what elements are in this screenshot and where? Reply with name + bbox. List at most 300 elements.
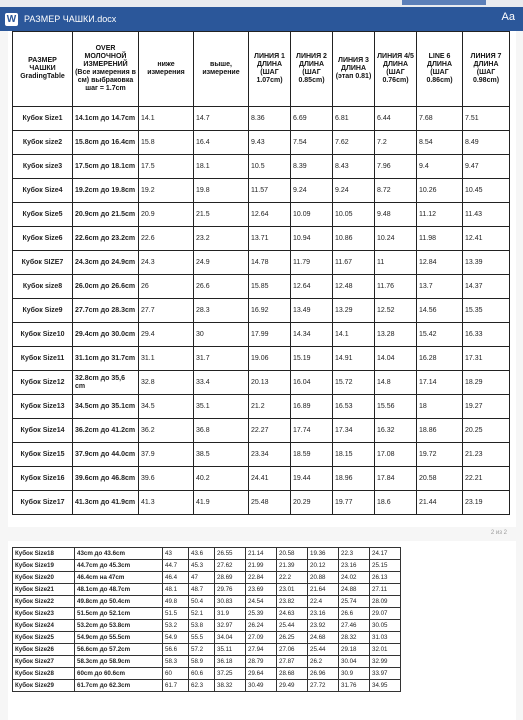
word-document-icon: W (6, 13, 17, 25)
table-row (13, 251, 510, 275)
value-cell: 35.11 (215, 644, 246, 656)
value-cell: 12.41 (463, 227, 510, 251)
value-cell: 57.2 (189, 644, 215, 656)
value-cell: 7.54 (291, 131, 333, 155)
table-row (13, 155, 510, 179)
range-cell: 46.4cm на 47cm (75, 572, 163, 584)
value-cell: 7.2 (375, 131, 417, 155)
value-cell: 32.99 (370, 656, 401, 668)
value-cell: 50.4 (189, 596, 215, 608)
table-row (13, 680, 401, 692)
value-cell: 22.3 (339, 548, 370, 560)
table-row (13, 107, 510, 131)
size-label-cell: Кубок Size10 (13, 323, 73, 347)
value-cell: 25.44 (308, 644, 339, 656)
value-cell: 17.14 (417, 371, 463, 395)
range-cell: 37.9cm до 44.0cm (73, 443, 139, 467)
table-row (13, 131, 510, 155)
table-row (13, 491, 510, 515)
value-cell: 61.7 (163, 680, 189, 692)
size-label-cell: Кубок Size29 (13, 680, 75, 692)
size-label-cell: Кубок Size4 (13, 179, 73, 203)
page-indicator: 2 из 2 (490, 530, 507, 536)
size-label-cell: Кубок size2 (13, 131, 73, 155)
value-cell: 11.76 (375, 275, 417, 299)
value-cell: 19.77 (333, 491, 375, 515)
value-cell: 8.49 (463, 131, 510, 155)
range-cell: 20.9cm до 21.5cm (73, 203, 139, 227)
value-cell: 16.32 (375, 419, 417, 443)
table-row (13, 443, 510, 467)
header-cell: ниже измерения (139, 32, 194, 107)
value-cell: 29.76 (215, 584, 246, 596)
value-cell: 23.34 (249, 443, 291, 467)
value-cell: 46.4 (163, 572, 189, 584)
value-cell: 21.14 (246, 548, 277, 560)
status-bar-block (402, 0, 486, 5)
value-cell: 20.58 (277, 548, 308, 560)
value-cell: 12.84 (417, 251, 463, 275)
value-cell: 26.13 (370, 572, 401, 584)
value-cell: 27.06 (277, 644, 308, 656)
range-cell: 53.2cm до 53.8cm (75, 620, 163, 632)
value-cell: 17.08 (375, 443, 417, 467)
value-cell: 15.35 (463, 299, 510, 323)
value-cell: 54.9 (163, 632, 189, 644)
size-label-cell: Кубок SIZE7 (13, 251, 73, 275)
value-cell: 23.69 (246, 584, 277, 596)
value-cell: 19.72 (417, 443, 463, 467)
value-cell: 29.64 (246, 668, 277, 680)
value-cell: 24.54 (246, 596, 277, 608)
range-cell: 26.0cm до 26.6cm (73, 275, 139, 299)
value-cell: 60 (163, 668, 189, 680)
value-cell: 41.9 (194, 491, 249, 515)
table-row (13, 467, 510, 491)
header-cell: ЛИНИЯ 4/5 ДЛИНА (ШАГ 0.76cm) (375, 32, 417, 107)
table-row (13, 227, 510, 251)
value-cell: 27.87 (277, 656, 308, 668)
value-cell: 55.5 (189, 632, 215, 644)
range-cell: 51.5cm до 52.1cm (75, 608, 163, 620)
value-cell: 37.9 (139, 443, 194, 467)
header-cell: LINE 6 ДЛИНА (ШАГ 0.86cm) (417, 32, 463, 107)
value-cell: 31.7 (194, 347, 249, 371)
value-cell: 47 (189, 572, 215, 584)
value-cell: 11.67 (333, 251, 375, 275)
header-cell: ЛИНИЯ 7 ДЛИНА (ШАГ 0.98cm) (463, 32, 510, 107)
range-cell: 44.7cm до 45.3cm (75, 560, 163, 572)
value-cell: 7.51 (463, 107, 510, 131)
table-row (13, 323, 510, 347)
value-cell: 24.02 (339, 572, 370, 584)
value-cell: 21.5 (194, 203, 249, 227)
value-cell: 14.8 (375, 371, 417, 395)
value-cell: 8.54 (417, 131, 463, 155)
value-cell: 53.8 (189, 620, 215, 632)
value-cell: 11.57 (249, 179, 291, 203)
value-cell: 51.5 (163, 608, 189, 620)
size-label-cell: Кубок Size17 (13, 491, 73, 515)
value-cell: 9.4 (417, 155, 463, 179)
font-size-button[interactable]: Aa (501, 11, 515, 23)
value-cell: 18 (417, 395, 463, 419)
range-cell: 58.3cm до 58.9cm (75, 656, 163, 668)
range-cell: 41.3cm до 41.9cm (73, 491, 139, 515)
table-row (13, 299, 510, 323)
size-label-cell: Кубок Size12 (13, 371, 73, 395)
value-cell: 14.1 (333, 323, 375, 347)
value-cell: 23.01 (277, 584, 308, 596)
value-cell: 15.56 (375, 395, 417, 419)
value-cell: 20.9 (139, 203, 194, 227)
size-label-cell: Кубок Size6 (13, 227, 73, 251)
range-cell: 31.1cm до 31.7cm (73, 347, 139, 371)
value-cell: 52.1 (189, 608, 215, 620)
table-row (13, 584, 401, 596)
header-cell: выше, измерение (194, 32, 249, 107)
value-cell: 12.52 (375, 299, 417, 323)
value-cell: 21.39 (277, 560, 308, 572)
range-cell: 27.7cm до 28.3cm (73, 299, 139, 323)
value-cell: 30.83 (215, 596, 246, 608)
table-header-row (13, 32, 510, 107)
document-title-bar (0, 7, 523, 31)
value-cell: 26.25 (277, 632, 308, 644)
value-cell: 18.29 (463, 371, 510, 395)
value-cell: 56.6 (163, 644, 189, 656)
size-label-cell: Кубок Size11 (13, 347, 73, 371)
value-cell: 22.84 (246, 572, 277, 584)
size-label-cell: Кубок Size9 (13, 299, 73, 323)
range-cell: 36.2cm до 41.2cm (73, 419, 139, 443)
size-label-cell: Кубок Size19 (13, 560, 75, 572)
size-label-cell: Кубок Size21 (13, 584, 75, 596)
value-cell: 16.33 (463, 323, 510, 347)
value-cell: 26.55 (215, 548, 246, 560)
value-cell: 14.37 (463, 275, 510, 299)
value-cell: 15.42 (417, 323, 463, 347)
value-cell: 28.79 (246, 656, 277, 668)
table-row (13, 620, 401, 632)
value-cell: 19.8 (194, 179, 249, 203)
value-cell: 25.48 (249, 491, 291, 515)
value-cell: 33.4 (194, 371, 249, 395)
value-cell: 13.28 (375, 323, 417, 347)
value-cell: 15.8 (139, 131, 194, 155)
value-cell: 13.7 (417, 275, 463, 299)
value-cell: 11.43 (463, 203, 510, 227)
document-title: РАЗМЕР ЧАШКИ.docx (24, 14, 117, 24)
value-cell: 27.09 (246, 632, 277, 644)
table-row (13, 656, 401, 668)
value-cell: 41.3 (139, 491, 194, 515)
value-cell: 20.25 (463, 419, 510, 443)
value-cell: 26.24 (246, 620, 277, 632)
table-row (13, 596, 401, 608)
value-cell: 10.09 (291, 203, 333, 227)
size-label-cell: Кубок Size20 (13, 572, 75, 584)
grading-table (12, 31, 510, 515)
range-cell: 49.8cm до 50.4cm (75, 596, 163, 608)
range-cell: 61.7cm до 62.3cm (75, 680, 163, 692)
value-cell: 6.69 (291, 107, 333, 131)
table-row (13, 395, 510, 419)
table-row (13, 371, 510, 395)
value-cell: 24.88 (339, 584, 370, 596)
value-cell: 6.44 (375, 107, 417, 131)
value-cell: 10.5 (249, 155, 291, 179)
value-cell: 44.7 (163, 560, 189, 572)
range-cell: 60cm до 60.6cm (75, 668, 163, 680)
value-cell: 36.8 (194, 419, 249, 443)
value-cell: 18.6 (375, 491, 417, 515)
value-cell: 14.04 (375, 347, 417, 371)
value-cell: 17.99 (249, 323, 291, 347)
value-cell: 24.3 (139, 251, 194, 275)
value-cell: 9.24 (333, 179, 375, 203)
value-cell: 25.15 (370, 560, 401, 572)
size-label-cell: Кубок Size16 (13, 467, 73, 491)
value-cell: 22.4 (308, 596, 339, 608)
value-cell: 48.1 (163, 584, 189, 596)
value-cell: 30.05 (370, 620, 401, 632)
range-cell: 29.4cm до 30.0cm (73, 323, 139, 347)
value-cell: 28.68 (277, 668, 308, 680)
value-cell: 22.21 (463, 467, 510, 491)
range-cell: 19.2cm до 19.8cm (73, 179, 139, 203)
value-cell: 18.1 (194, 155, 249, 179)
grading-table-continued (12, 547, 401, 692)
value-cell: 18.59 (291, 443, 333, 467)
value-cell: 28.32 (339, 632, 370, 644)
range-cell: 34.5cm до 35.1cm (73, 395, 139, 419)
value-cell: 38.32 (215, 680, 246, 692)
size-label-cell: Кубок Size18 (13, 548, 75, 560)
range-cell: 32.8cm до 35,6 cm (73, 371, 139, 395)
value-cell: 7.62 (333, 131, 375, 155)
range-cell: 54.9cm до 55.5cm (75, 632, 163, 644)
value-cell: 26.6 (339, 608, 370, 620)
value-cell: 8.39 (291, 155, 333, 179)
value-cell: 23.16 (339, 560, 370, 572)
value-cell: 28.09 (370, 596, 401, 608)
value-cell: 29.4 (139, 323, 194, 347)
value-cell: 27.72 (308, 680, 339, 692)
value-cell: 12.64 (291, 275, 333, 299)
size-label-cell: Кубок size3 (13, 155, 73, 179)
header-cell: РАЗМЕР ЧАШКИ GradingTable (13, 32, 73, 107)
value-cell: 48.7 (189, 584, 215, 596)
value-cell: 27.62 (215, 560, 246, 572)
value-cell: 11.12 (417, 203, 463, 227)
value-cell: 49.8 (163, 596, 189, 608)
value-cell: 60.6 (189, 668, 215, 680)
value-cell: 11.79 (291, 251, 333, 275)
value-cell: 13.29 (333, 299, 375, 323)
value-cell: 23.19 (463, 491, 510, 515)
value-cell: 9.24 (291, 179, 333, 203)
value-cell: 22.27 (249, 419, 291, 443)
header-cell: OVER МОЛОЧНОЙ ИЗМЕРЕНИЙ (Все измерения в см) выбраковка шаг = 1.7cm (73, 32, 139, 107)
value-cell: 10.45 (463, 179, 510, 203)
value-cell: 20.13 (249, 371, 291, 395)
size-label-cell: Кубок Size27 (13, 656, 75, 668)
status-bar (0, 0, 523, 7)
value-cell: 8.43 (333, 155, 375, 179)
value-cell: 20.12 (308, 560, 339, 572)
table-row (13, 632, 401, 644)
value-cell: 24.17 (370, 548, 401, 560)
value-cell: 16.92 (249, 299, 291, 323)
value-cell: 19.06 (249, 347, 291, 371)
value-cell: 21.99 (246, 560, 277, 572)
range-cell: 14.1cm до 14.7cm (73, 107, 139, 131)
value-cell: 43.6 (189, 548, 215, 560)
value-cell: 32.01 (370, 644, 401, 656)
value-cell: 29.18 (339, 644, 370, 656)
size-label-cell: Кубок Size26 (13, 644, 75, 656)
value-cell: 16.53 (333, 395, 375, 419)
value-cell: 27.11 (370, 584, 401, 596)
value-cell: 62.3 (189, 680, 215, 692)
value-cell: 34.95 (370, 680, 401, 692)
value-cell: 27.46 (339, 620, 370, 632)
value-cell: 21.44 (417, 491, 463, 515)
table-row (13, 668, 401, 680)
value-cell: 19.27 (463, 395, 510, 419)
value-cell: 16.04 (291, 371, 333, 395)
value-cell: 32.8 (139, 371, 194, 395)
value-cell: 7.96 (375, 155, 417, 179)
value-cell: 9.48 (375, 203, 417, 227)
value-cell: 17.84 (375, 467, 417, 491)
value-cell: 13.71 (249, 227, 291, 251)
value-cell: 34.5 (139, 395, 194, 419)
range-cell: 22.6cm до 23.2cm (73, 227, 139, 251)
size-label-cell: Кубок Size23 (13, 608, 75, 620)
value-cell: 27.7 (139, 299, 194, 323)
value-cell: 36.2 (139, 419, 194, 443)
range-cell: 48.1cm до 48.7cm (75, 584, 163, 596)
size-label-cell: Кубок Size28 (13, 668, 75, 680)
value-cell: 30.9 (339, 668, 370, 680)
value-cell: 37.25 (215, 668, 246, 680)
value-cell: 25.44 (277, 620, 308, 632)
value-cell: 24.41 (249, 467, 291, 491)
value-cell: 10.86 (333, 227, 375, 251)
value-cell: 19.2 (139, 179, 194, 203)
value-cell: 16.89 (291, 395, 333, 419)
value-cell: 36.18 (215, 656, 246, 668)
value-cell: 17.74 (291, 419, 333, 443)
value-cell: 18.86 (417, 419, 463, 443)
value-cell: 14.34 (291, 323, 333, 347)
value-cell: 22.2 (277, 572, 308, 584)
value-cell: 7.68 (417, 107, 463, 131)
value-cell: 19.36 (308, 548, 339, 560)
value-cell: 31.76 (339, 680, 370, 692)
value-cell: 15.19 (291, 347, 333, 371)
value-cell: 15.85 (249, 275, 291, 299)
value-cell: 21.64 (308, 584, 339, 596)
size-label-cell: Кубок Size22 (13, 596, 75, 608)
value-cell: 58.9 (189, 656, 215, 668)
table-row (13, 347, 510, 371)
value-cell: 12.64 (249, 203, 291, 227)
value-cell: 23.2 (194, 227, 249, 251)
value-cell: 23.92 (308, 620, 339, 632)
value-cell: 6.81 (333, 107, 375, 131)
range-cell: 17.5cm до 18.1cm (73, 155, 139, 179)
value-cell: 14.1 (139, 107, 194, 131)
value-cell: 18.15 (333, 443, 375, 467)
value-cell: 21.2 (249, 395, 291, 419)
range-cell: 43cm до 43.6cm (75, 548, 163, 560)
range-cell: 24.3cm до 24.9cm (73, 251, 139, 275)
value-cell: 11.98 (417, 227, 463, 251)
value-cell: 17.34 (333, 419, 375, 443)
value-cell: 13.39 (463, 251, 510, 275)
value-cell: 38.5 (194, 443, 249, 467)
value-cell: 26.6 (194, 275, 249, 299)
size-label-cell: Кубок Size25 (13, 632, 75, 644)
value-cell: 28.3 (194, 299, 249, 323)
value-cell: 39.6 (139, 467, 194, 491)
table-row (13, 608, 401, 620)
value-cell: 31.9 (215, 608, 246, 620)
table-row (13, 572, 401, 584)
size-label-cell: Кубок Size1 (13, 107, 73, 131)
value-cell: 14.78 (249, 251, 291, 275)
range-cell: 56.6cm до 57.2cm (75, 644, 163, 656)
size-label-cell: Кубок Size15 (13, 443, 73, 467)
value-cell: 8.36 (249, 107, 291, 131)
value-cell: 16.28 (417, 347, 463, 371)
value-cell: 26 (139, 275, 194, 299)
table-row (13, 644, 401, 656)
value-cell: 14.7 (194, 107, 249, 131)
value-cell: 43 (163, 548, 189, 560)
header-cell: ЛИНИЯ 3 ДЛИНА (этап 0.81) (333, 32, 375, 107)
value-cell: 31.1 (139, 347, 194, 371)
value-cell: 30.04 (339, 656, 370, 668)
value-cell: 23.16 (308, 608, 339, 620)
value-cell: 27.94 (246, 644, 277, 656)
header-cell: ЛИНИЯ 1 ДЛИНА (ШАГ 1.07cm) (249, 32, 291, 107)
value-cell: 11 (375, 251, 417, 275)
value-cell: 32.97 (215, 620, 246, 632)
value-cell: 16.4 (194, 131, 249, 155)
value-cell: 17.31 (463, 347, 510, 371)
value-cell: 24.63 (277, 608, 308, 620)
value-cell: 29.49 (277, 680, 308, 692)
value-cell: 26.96 (308, 668, 339, 680)
value-cell: 33.97 (370, 668, 401, 680)
value-cell: 22.6 (139, 227, 194, 251)
value-cell: 30.49 (246, 680, 277, 692)
value-cell: 9.47 (463, 155, 510, 179)
size-label-cell: Кубок Size13 (13, 395, 73, 419)
value-cell: 10.94 (291, 227, 333, 251)
value-cell: 31.03 (370, 632, 401, 644)
value-cell: 15.72 (333, 371, 375, 395)
value-cell: 8.72 (375, 179, 417, 203)
size-label-cell: Кубок Size24 (13, 620, 75, 632)
value-cell: 18.96 (333, 467, 375, 491)
value-cell: 10.26 (417, 179, 463, 203)
value-cell: 28.69 (215, 572, 246, 584)
